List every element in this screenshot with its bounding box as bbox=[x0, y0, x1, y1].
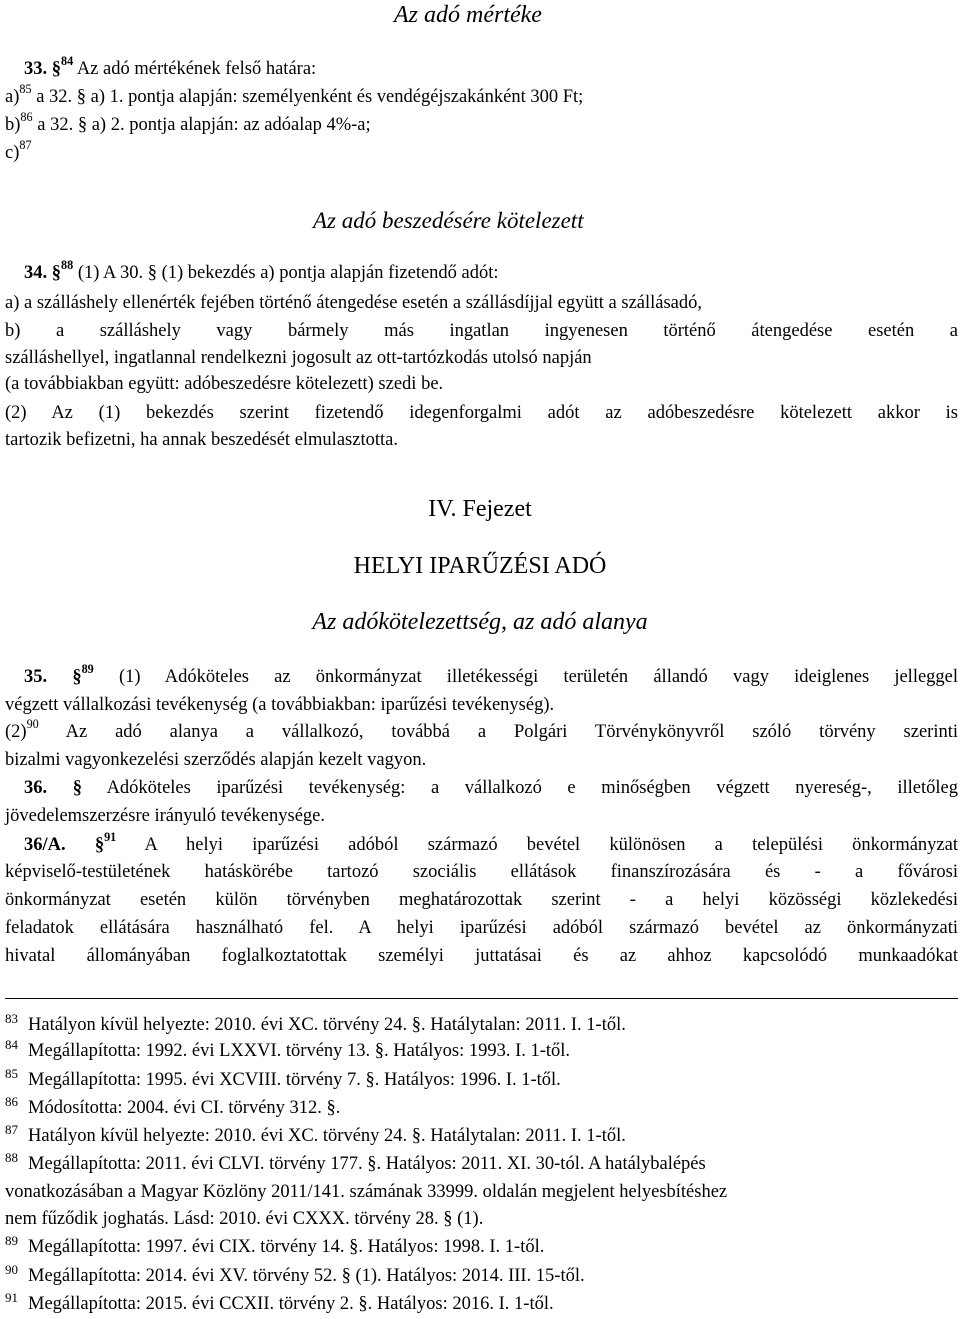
section-33-heading bbox=[24, 54, 317, 80]
section-sign: § bbox=[51, 59, 61, 79]
section-34-line-5: (a továbbiakban együtt: adóbeszedésre kötelezett) szedi be. bbox=[5, 374, 444, 394]
footnote-ref: 84 bbox=[61, 54, 74, 69]
section-36a-line-5: hivatal állományában foglalkoztatottak személyi juttatásai és az ahhoz kapcsolódó munkaadókat bbox=[5, 946, 958, 966]
section-36a-line-3: önkormányzat esetén külön törvényben meghatározottak szerint - a helyi közösségi közlekedési bbox=[5, 890, 958, 910]
chapter-subtitle: Az adókötelezettség, az adó alanya bbox=[312, 609, 648, 635]
footnote-88-cont-1: vonatkozásában a Magyar Közlöny 2011/141. számának 33999. oldalán megjelent helyesbítéshez bbox=[5, 1182, 728, 1202]
section-34-line-7: tartozik befizetni, ha annak beszedését elmulasztotta. bbox=[5, 430, 398, 450]
section-35-line-1: 35. §$^{89}$ (1) Adóköteles az önkormányzat illetékességi területén állandó vagy ideiglenes jelleggel bbox=[24, 662, 959, 687]
footnote-ref: 91 bbox=[104, 830, 117, 845]
section-35-line-3: $(2)^{90}$ Az adó alanya a vállalkozó, továbbá a Polgári Törvénykönyvről szóló törvény szerinti bbox=[5, 717, 959, 742]
section-34-line-2: a) a szálláshely ellenérték fejében történő átengedése esetén a szállásdíjjal együtt a szállásadó, bbox=[5, 293, 703, 313]
section-heading-collector: Az adó beszedésére kötelezett bbox=[313, 208, 584, 233]
section-34-line-3: b) a szálláshely vagy bármely más ingatlan ingyenesen történő átengedése esetén a bbox=[5, 321, 958, 341]
footnote-88: $^{88}$ Megállapította: 2011. évi CLVI. törvény 177. §. Hatályos: 2011. XI. 30-tól. A hatálybalépés bbox=[5, 1150, 706, 1174]
footnote-ref: 86 bbox=[20, 110, 33, 125]
footnote-89: $^{89}$ Megállapította: 1997. évi CIX. törvény 14. §. Hatályos: 1998. I. 1-től. bbox=[5, 1233, 545, 1257]
footnote-87: $^{87}$ Hatályon kívül helyezte: 2010. évi XC. törvény 24. §. Hatálytalan: 2011. I. 1-től. bbox=[5, 1122, 626, 1146]
footnote-ref: 87 bbox=[19, 138, 32, 153]
section-33-item-b: b)$^{86}$ a 32. § a) 2. pontja alapján: az adóalap 4%-a; bbox=[5, 110, 371, 135]
footnote-86: $^{86}$ Módosította: 2004. évi CI. törvény 312. §. bbox=[5, 1094, 341, 1118]
section-34-line-4: szálláshellyel, ingatlannal rendelkezni jogosult az ott-tartózkodás utolsó napján bbox=[5, 348, 592, 368]
chapter-title: HELYI IPARŰZÉSI ADÓ bbox=[353, 553, 607, 579]
section-35-line-2: végzett vállalkozási tevékenység (a továbbiakban: iparűzési tevékenység). bbox=[5, 695, 555, 715]
section-36a-line-4: feladatok ellátására használható fel. A helyi iparűzési adóból származó bevétel az önkormányzati bbox=[5, 918, 958, 938]
section-title: Az adó mértékének felső határa: bbox=[76, 59, 317, 79]
footnote-separator bbox=[5, 998, 958, 999]
footnote-ref: 89 bbox=[81, 662, 94, 677]
footnote-88-cont-2: nem fűződik joghatás. Lásd: 2010. évi CXXX. törvény 28. § (1). bbox=[5, 1209, 484, 1229]
section-34-line-6: (2) Az (1) bekezdés szerint fizetendő idegenforgalmi adót az adóbeszedésre kötelezett akkor is bbox=[5, 403, 958, 423]
footnote-85: $^{85}$ Megállapította: 1995. évi XCVIII. törvény 7. §. Hatályos: 1996. I. 1-től. bbox=[5, 1066, 561, 1090]
section-36-line-2: jövedelemszerzésre irányuló tevékenysége. bbox=[5, 806, 326, 826]
footnote-91: $^{91}$ Megállapította: 2015. évi CCXII. törvény 2. §. Hatályos: 2016. I. 1-től. bbox=[5, 1290, 554, 1314]
footnote-90: $^{90}$ Megállapította: 2014. évi XV. törvény 52. § (1). Hatályos: 2014. III. 15-től. bbox=[5, 1262, 585, 1286]
section-33-item-a: a)$^{85}$ a 32. § a) 1. pontja alapján: személyenként és vendégéjszakánként 300 Ft; bbox=[5, 82, 584, 107]
section-33-item-c: c)$^{87}$ bbox=[5, 138, 32, 163]
footnote-ref: 88 bbox=[61, 258, 74, 273]
section-36-line-1: 36. § Adóköteles iparűzési tevékenység: a vállalkozó e minőségben végzett nyereség-, illetőleg bbox=[24, 778, 958, 798]
footnote-ref: 85 bbox=[19, 82, 32, 97]
section-36a-line-1: 36/A. §$^{91}$ A helyi iparűzési adóból származó bevétel különösen a települési önkormányzat bbox=[24, 830, 958, 855]
section-heading-rate: Az adó mértéke bbox=[394, 2, 542, 28]
section-number: 33. bbox=[24, 59, 48, 79]
footnote-ref: 90 bbox=[26, 717, 39, 732]
section-36a-line-2: képviselő-testületének hatáskörébe tartozó szociális ellátások finanszírozására és - a fővárosi bbox=[5, 862, 958, 882]
footnote-84: $^{84}$ Megállapította: 1992. évi LXXVI. törvény 13. §. Hatályos: 1993. I. 1-től. bbox=[5, 1037, 571, 1061]
chapter-number: IV. Fejezet bbox=[428, 496, 532, 522]
section-34-line-1: 34. §$^{88}$ (1) A 30. § (1) bekezdés a) pontja alapján fizetendő adót: bbox=[24, 258, 499, 283]
footnote-83: $^{83}$ Hatályon kívül helyezte: 2010. évi XC. törvény 24. §. Hatálytalan: 2011. I. 1-től. bbox=[5, 1011, 626, 1035]
section-35-line-4: bizalmi vagyonkezelési szerződés alapján kezelt vagyon. bbox=[5, 750, 427, 770]
